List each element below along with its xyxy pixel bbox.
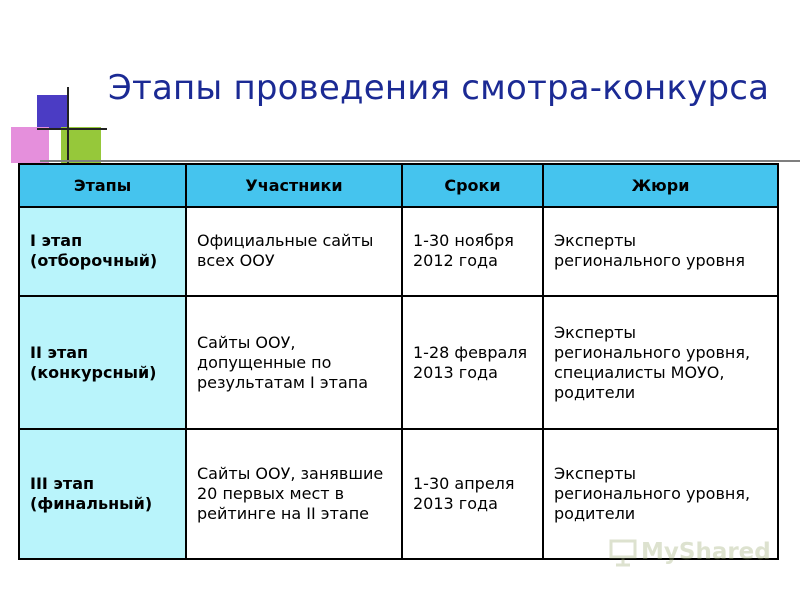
header-dates: Сроки: [402, 164, 543, 207]
decor-line-horizontal: [37, 128, 107, 130]
stage-name: III этап: [30, 474, 95, 494]
decor-square-pink: [11, 127, 49, 163]
dates-year: 2013 года: [413, 494, 498, 514]
dates-year: 2013 года: [413, 362, 498, 382]
stage-type: (конкурсный): [30, 362, 157, 382]
jury-cell: Эксперты регионального уровня, родители: [543, 429, 778, 559]
header-participants: Участники: [186, 164, 402, 207]
participants-cell: Сайты ООУ, занявшие 20 первых мест в рейтинге на II этапе: [186, 429, 402, 559]
jury-cell: Эксперты регионального уровня: [543, 207, 778, 295]
stage-type: (финальный): [30, 494, 153, 514]
stage-name: I этап: [30, 231, 83, 251]
participants-cell: Официальные сайты всех ООУ: [186, 207, 402, 295]
stage-cell: [19, 207, 186, 295]
dates-cell: [402, 429, 543, 559]
dates-range: 1-30 апреля: [413, 474, 515, 494]
dates-year: 2012 года: [413, 251, 498, 271]
presentation-board-icon: [608, 537, 638, 567]
table-row: [19, 207, 778, 295]
dates-cell: [402, 296, 543, 430]
stages-table: [18, 163, 779, 560]
stage-cell: [19, 429, 186, 559]
title-underline: [40, 160, 800, 162]
stage-cell: [19, 296, 186, 430]
decor-square-blue: [37, 95, 67, 130]
slide-title: Этапы проведения смотра-конкурса: [108, 68, 770, 108]
stage-name: II этап: [30, 342, 89, 362]
dates-cell: [402, 207, 543, 295]
header-stage: Этапы: [19, 164, 186, 207]
jury-cell: Эксперты регионального уровня, специалисты МОУО, родители: [543, 296, 778, 430]
watermark-text: MyShared: [641, 539, 771, 565]
watermark: [608, 536, 771, 568]
participants-cell: Сайты ООУ, допущенные по результатам I этапа: [186, 296, 402, 430]
table-header-row: [19, 164, 778, 207]
stage-type: (отборочный): [30, 251, 158, 271]
table-row: [19, 296, 778, 430]
dates-range: 1-30 ноября: [413, 231, 514, 251]
header-jury: Жюри: [543, 164, 778, 207]
dates-range: 1-28 февраля: [413, 342, 528, 362]
